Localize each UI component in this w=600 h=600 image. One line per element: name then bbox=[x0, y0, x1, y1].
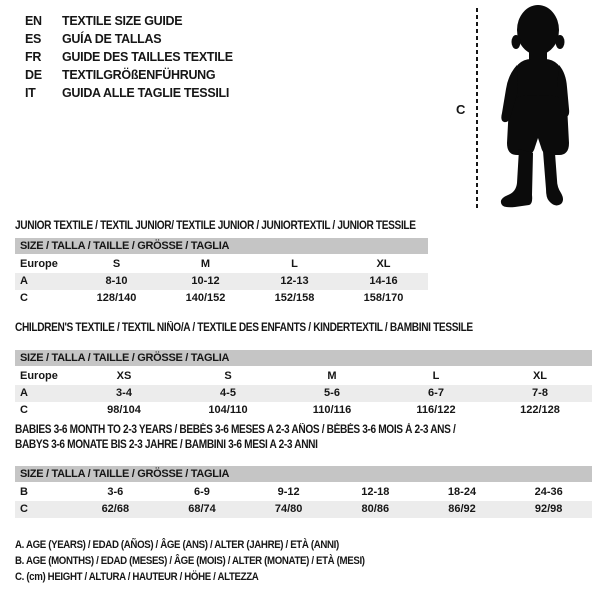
size-value: 9-12 bbox=[277, 486, 300, 498]
height-measure-label: C bbox=[456, 102, 466, 117]
language-code: FR bbox=[25, 50, 42, 64]
size-value: S bbox=[224, 370, 232, 382]
baby-leg-left bbox=[501, 149, 533, 207]
size-value: XS bbox=[116, 370, 132, 382]
size-value: L bbox=[291, 258, 298, 270]
language-row bbox=[25, 12, 233, 30]
size-table bbox=[15, 350, 592, 419]
size-table bbox=[15, 238, 428, 307]
row-label: C bbox=[20, 292, 28, 304]
language-code: IT bbox=[25, 86, 36, 100]
height-measure-dashed-line bbox=[476, 8, 478, 210]
row-label: C bbox=[20, 404, 28, 416]
size-value: M bbox=[327, 370, 337, 382]
baby-ear-left bbox=[512, 35, 521, 49]
section-title-babies-line1: BABIES 3-6 MONTH TO 2-3 YEARS / BEBÉS 3-6 MESES A 2-3 AÑOS / BÉBÉS 3-6 MOIS À 2-3 ANS / bbox=[15, 424, 456, 436]
guide-title: GUIDA ALLE TAGLIE TESSILI bbox=[62, 86, 230, 100]
size-value: 3-4 bbox=[72, 385, 176, 402]
size-value: 140/152 bbox=[185, 292, 226, 304]
size-value: L bbox=[432, 370, 440, 382]
size-value: 3-6 bbox=[107, 486, 124, 498]
size-value: 5-6 bbox=[280, 385, 384, 402]
baby-shorts bbox=[507, 95, 569, 155]
size-value: 116/122 bbox=[416, 404, 456, 416]
size-value: 7-8 bbox=[488, 385, 592, 402]
size-table-header-bar: SIZE / TALLA / TAILLE / GRÖSSE / TAGLIA bbox=[15, 350, 592, 366]
size-value: 152/158 bbox=[274, 292, 315, 304]
language-row bbox=[25, 30, 233, 48]
size-value: 158/170 bbox=[363, 292, 404, 304]
guide-title: GUÍA DE TALLAS bbox=[62, 32, 162, 46]
size-value: 122/128 bbox=[520, 404, 560, 416]
size-value: 10-12 bbox=[161, 273, 250, 290]
row-label: Europe bbox=[20, 258, 58, 270]
size-value: 62/68 bbox=[72, 501, 159, 518]
guide-title: GUIDE DES TAILLES TEXTILE bbox=[62, 50, 233, 64]
size-value: 12-13 bbox=[250, 273, 339, 290]
section-title-babies bbox=[15, 423, 455, 453]
section-title-junior: JUNIOR TEXTILE / TEXTIL JUNIOR/ TEXTILE JUNIOR / JUNIORTEXTIL / JUNIOR TESSILE bbox=[15, 220, 416, 232]
language-list bbox=[25, 12, 233, 102]
language-row bbox=[25, 48, 233, 66]
size-value: XL bbox=[532, 370, 548, 382]
size-value: 80/86 bbox=[332, 501, 419, 518]
size-value: 98/104 bbox=[107, 404, 141, 416]
baby-head bbox=[517, 5, 559, 55]
toddler-silhouette bbox=[491, 3, 586, 211]
size-table-header-bar: SIZE / TALLA / TAILLE / GRÖSSE / TAGLIA bbox=[15, 466, 592, 482]
language-row bbox=[25, 84, 233, 102]
size-table-header-bar: SIZE / TALLA / TAILLE / GRÖSSE / TAGLIA bbox=[15, 238, 428, 254]
size-value: XL bbox=[376, 258, 391, 270]
size-table bbox=[15, 466, 592, 518]
size-value: 6-9 bbox=[194, 486, 210, 498]
guide-title: TEXTILGRÖßENFÜHRUNG bbox=[62, 68, 216, 82]
size-value: 128/140 bbox=[96, 292, 137, 304]
size-value: 68/74 bbox=[159, 501, 246, 518]
legend bbox=[15, 537, 365, 585]
legend-line-b: B. AGE (MONTHS) / EDAD (MESES) / ÂGE (MOIS) / ALTER (MONATE) / ETÀ (MESI) bbox=[15, 555, 365, 567]
baby-ear-right bbox=[556, 35, 565, 49]
size-value: 8-10 bbox=[72, 273, 161, 290]
size-value: 12-18 bbox=[361, 486, 390, 498]
row-label: Europe bbox=[20, 370, 58, 382]
size-value: 104/110 bbox=[208, 404, 248, 416]
row-label: B bbox=[20, 486, 28, 498]
size-value: 6-7 bbox=[384, 385, 488, 402]
size-value: S bbox=[112, 258, 121, 270]
size-value: 24-36 bbox=[534, 486, 563, 498]
size-value: 18-24 bbox=[447, 486, 477, 498]
legend-line-c: C. (cm) HEIGHT / ALTURA / HAUTEUR / HÖHE / ALTEZZA bbox=[15, 571, 259, 583]
guide-title: TEXTILE SIZE GUIDE bbox=[62, 14, 183, 28]
size-value: M bbox=[200, 258, 211, 270]
size-value: 86/92 bbox=[419, 501, 506, 518]
size-value: 14-16 bbox=[339, 273, 428, 290]
size-value: 92/98 bbox=[505, 501, 592, 518]
language-code: DE bbox=[25, 68, 42, 82]
baby-leg-right bbox=[543, 151, 563, 205]
section-title-babies-line2: BABYS 3-6 MONATE BIS 2-3 JAHRE / BAMBINI 3-6 MESI A 2-3 ANNI bbox=[15, 439, 318, 451]
size-value: 110/116 bbox=[312, 404, 352, 416]
language-code: ES bbox=[25, 32, 42, 46]
row-label: C bbox=[15, 501, 72, 518]
legend-line-a: A. AGE (YEARS) / EDAD (AÑOS) / ÂGE (ANS) / ALTER (JAHRE) / ETÀ (ANNI) bbox=[15, 539, 339, 551]
language-code: EN bbox=[25, 14, 42, 28]
row-label: A bbox=[15, 273, 72, 290]
language-row bbox=[25, 66, 233, 84]
size-value: 4-5 bbox=[176, 385, 280, 402]
section-title-children: CHILDREN'S TEXTILE / TEXTIL NIÑO/A / TEXTILE DES ENFANTS / KINDERTEXTIL / BAMBINI TESSILE bbox=[15, 322, 473, 334]
size-value: 74/80 bbox=[245, 501, 332, 518]
row-label: A bbox=[15, 385, 72, 402]
